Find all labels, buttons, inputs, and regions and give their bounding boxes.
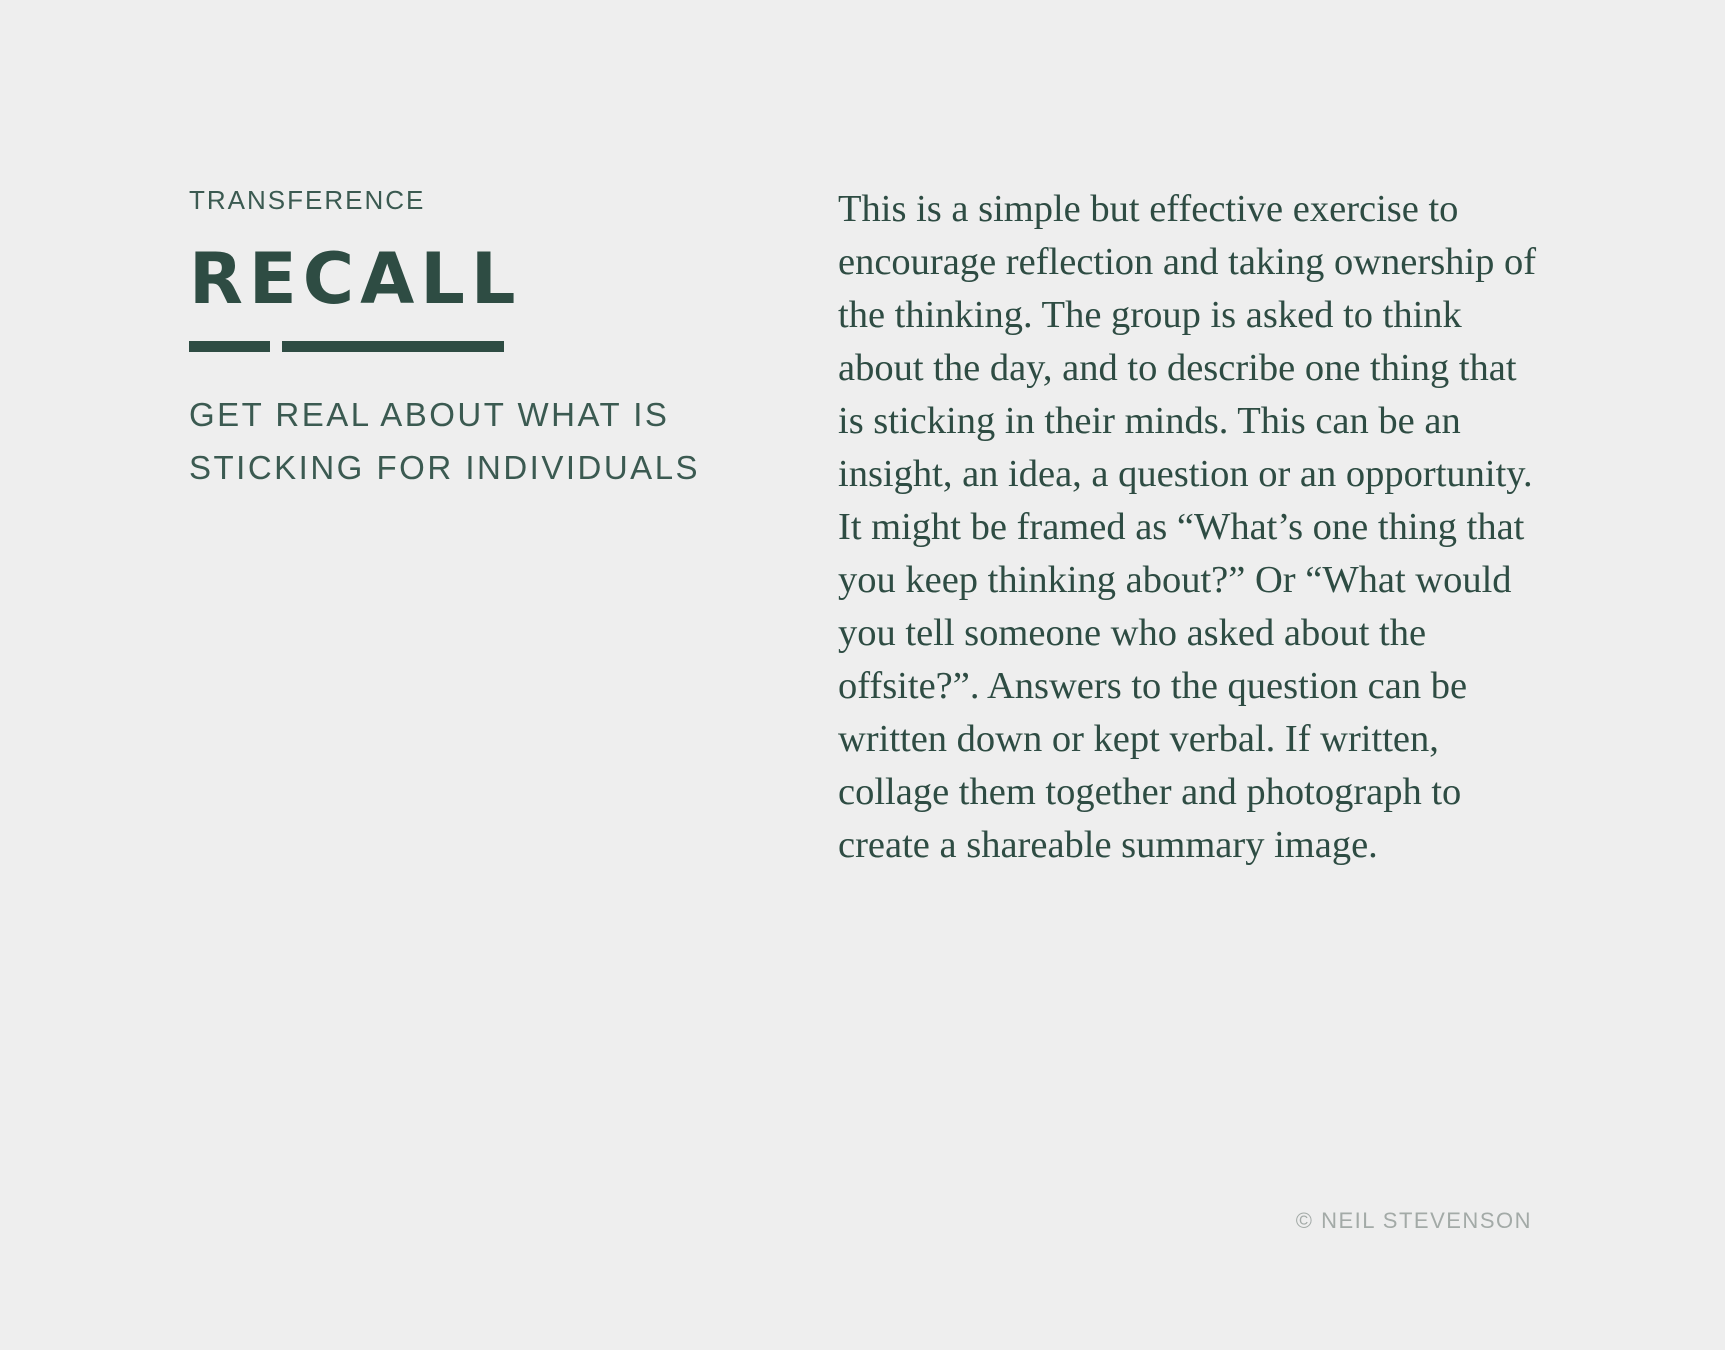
subtitle	[189, 388, 749, 494]
divider-short-segment	[189, 341, 270, 352]
divider-long-segment	[282, 341, 504, 352]
page-title: RECALL	[189, 238, 522, 320]
header-block	[189, 183, 749, 494]
title-underline-divider	[189, 341, 509, 352]
copyright-notice: © NEIL STEVENSON	[1295, 1208, 1532, 1233]
category-label: TRANSFERENCE	[189, 185, 426, 215]
subtitle-line-2: STICKING FOR INDIVIDUALS	[189, 449, 701, 486]
subtitle-line-1: GET REAL ABOUT WHAT IS	[189, 396, 670, 433]
body-paragraph: This is a simple but effective exercise to encourage reflection and taking ownership of the thinking. The group is asked to think about the day, and to describe one thing that is sticking in their minds. This can be an insight, an idea, a question or an opportunity. It might be framed as “What’s one thing that you keep thinking about?” Or “What would you tell someone who asked about the offsite?”. Answers to the question can be written down or kept verbal. If written, collage them together and photograph to create a shareable summary image.	[838, 188, 1537, 866]
